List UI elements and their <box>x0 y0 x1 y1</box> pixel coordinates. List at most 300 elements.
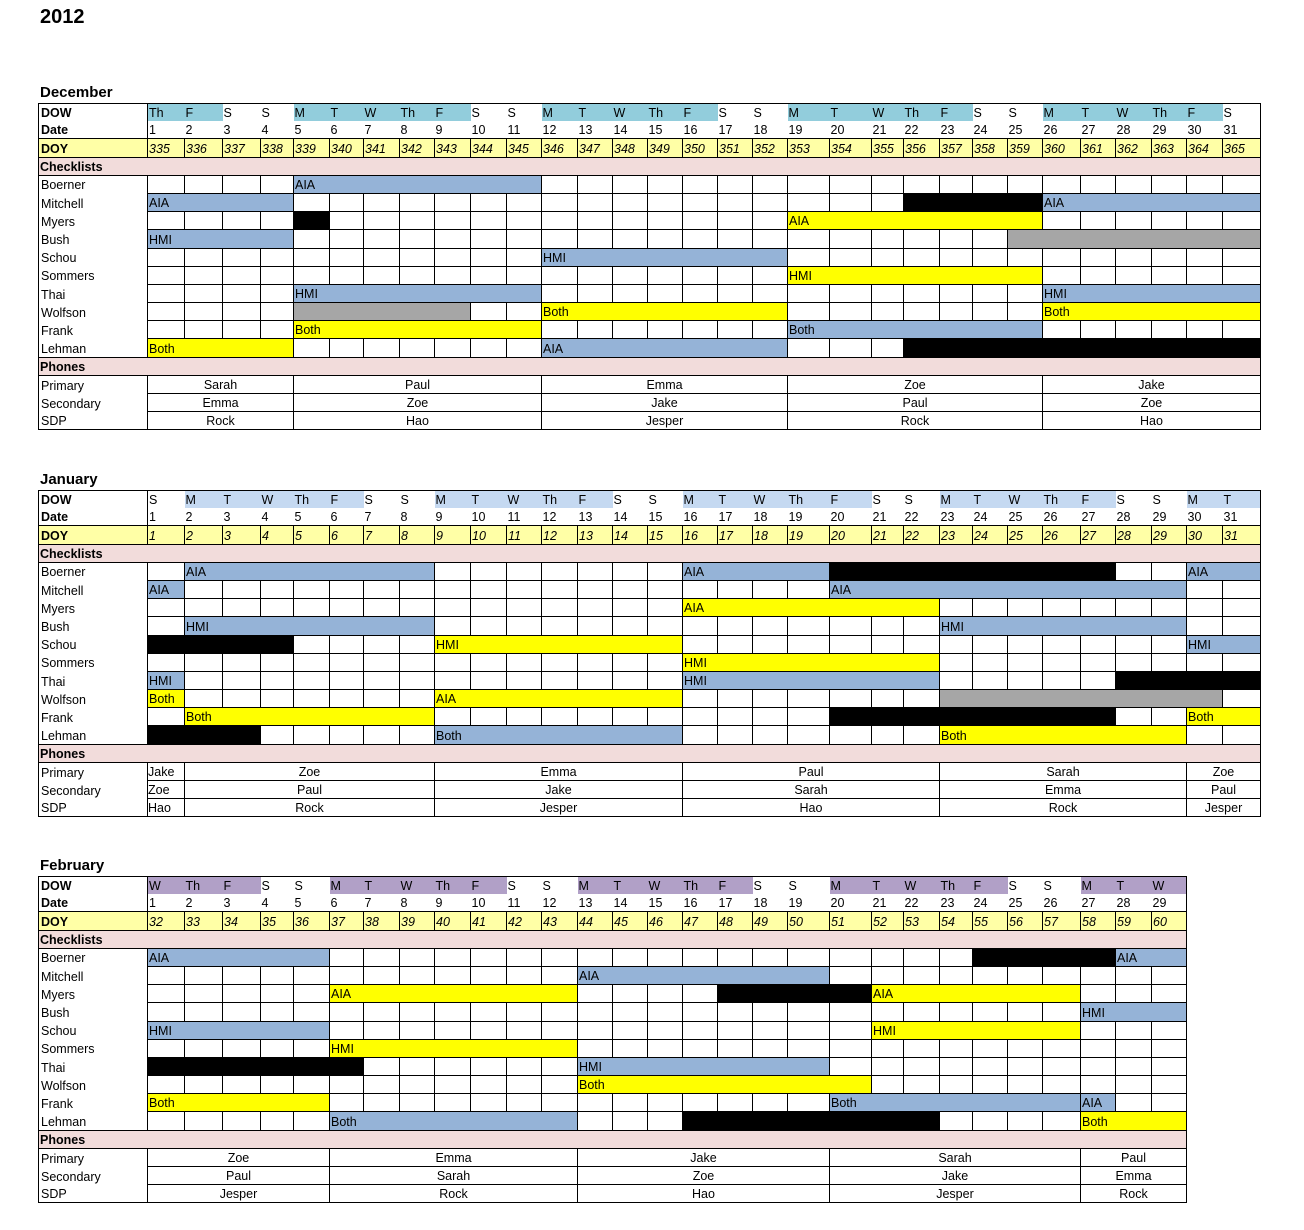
day-cell[interactable] <box>1043 671 1081 689</box>
day-cell[interactable] <box>683 985 718 1003</box>
day-cell[interactable] <box>904 248 940 266</box>
day-cell[interactable] <box>940 599 973 617</box>
day-cell[interactable] <box>223 671 261 689</box>
day-cell[interactable] <box>940 1112 973 1130</box>
day-cell[interactable] <box>904 230 940 248</box>
day-cell[interactable] <box>872 690 904 708</box>
day-cell[interactable] <box>788 580 830 598</box>
day-cell[interactable] <box>648 321 683 339</box>
day-cell[interactable] <box>1152 1057 1187 1075</box>
day-cell[interactable] <box>435 617 471 635</box>
day-cell[interactable] <box>1152 653 1187 671</box>
day-cell[interactable] <box>364 653 400 671</box>
day-cell[interactable] <box>1116 562 1152 580</box>
day-cell[interactable] <box>330 1003 364 1021</box>
day-cell[interactable] <box>400 339 435 357</box>
day-cell[interactable] <box>1081 266 1116 284</box>
day-cell[interactable] <box>578 212 613 230</box>
day-cell[interactable] <box>648 1003 683 1021</box>
day-cell[interactable] <box>223 1003 261 1021</box>
day-cell[interactable] <box>471 266 507 284</box>
day-cell[interactable] <box>683 193 718 211</box>
day-cell[interactable] <box>261 212 294 230</box>
day-cell[interactable] <box>148 321 185 339</box>
day-cell[interactable] <box>185 671 223 689</box>
day-cell[interactable] <box>330 948 364 966</box>
day-cell[interactable] <box>973 1057 1008 1075</box>
day-cell[interactable] <box>223 284 261 302</box>
day-cell[interactable] <box>471 230 507 248</box>
day-cell[interactable] <box>1116 966 1152 984</box>
day-cell[interactable] <box>400 193 435 211</box>
day-cell[interactable] <box>400 690 435 708</box>
day-cell[interactable] <box>1152 266 1187 284</box>
day-cell[interactable] <box>753 690 788 708</box>
day-cell[interactable] <box>1008 284 1043 302</box>
day-cell[interactable] <box>1043 1003 1081 1021</box>
day-cell[interactable] <box>330 726 364 744</box>
day-cell[interactable] <box>364 1057 400 1075</box>
day-cell[interactable] <box>753 284 788 302</box>
day-cell[interactable] <box>830 1039 872 1057</box>
day-cell[interactable] <box>294 580 330 598</box>
day-cell[interactable] <box>364 1076 400 1094</box>
day-cell[interactable] <box>294 690 330 708</box>
day-cell[interactable] <box>507 266 542 284</box>
day-cell[interactable] <box>1081 635 1116 653</box>
day-cell[interactable] <box>435 653 471 671</box>
day-cell[interactable] <box>294 726 330 744</box>
day-cell[interactable] <box>1081 1057 1116 1075</box>
day-cell[interactable] <box>872 175 904 193</box>
day-cell[interactable] <box>683 580 718 598</box>
day-cell[interactable] <box>872 617 904 635</box>
day-cell[interactable] <box>718 1003 753 1021</box>
day-cell[interactable] <box>148 1039 185 1057</box>
day-cell[interactable] <box>788 708 830 726</box>
day-cell[interactable] <box>718 193 753 211</box>
day-cell[interactable] <box>1116 635 1152 653</box>
day-cell[interactable] <box>613 653 648 671</box>
day-cell[interactable] <box>507 212 542 230</box>
day-cell[interactable] <box>330 1076 364 1094</box>
day-cell[interactable] <box>1081 1076 1116 1094</box>
day-cell[interactable] <box>223 175 261 193</box>
day-cell[interactable] <box>294 985 330 1003</box>
day-cell[interactable] <box>223 966 261 984</box>
day-cell[interactable] <box>1223 175 1261 193</box>
day-cell[interactable] <box>753 212 788 230</box>
day-cell[interactable] <box>294 193 330 211</box>
day-cell[interactable] <box>613 1021 648 1039</box>
day-cell[interactable] <box>578 1003 613 1021</box>
day-cell[interactable] <box>542 266 578 284</box>
day-cell[interactable] <box>507 580 542 598</box>
day-cell[interactable] <box>542 562 578 580</box>
day-cell[interactable] <box>1116 1057 1152 1075</box>
day-cell[interactable] <box>507 303 542 321</box>
day-cell[interactable] <box>330 635 364 653</box>
day-cell[interactable] <box>872 339 904 357</box>
day-cell[interactable] <box>542 948 578 966</box>
day-cell[interactable] <box>1081 599 1116 617</box>
day-cell[interactable] <box>261 266 294 284</box>
day-cell[interactable] <box>330 193 364 211</box>
day-cell[interactable] <box>1008 248 1043 266</box>
day-cell[interactable] <box>1187 212 1223 230</box>
day-cell[interactable] <box>830 966 872 984</box>
day-cell[interactable] <box>148 303 185 321</box>
day-cell[interactable] <box>185 690 223 708</box>
day-cell[interactable] <box>400 1003 435 1021</box>
day-cell[interactable] <box>872 966 904 984</box>
day-cell[interactable] <box>1081 212 1116 230</box>
day-cell[interactable] <box>648 266 683 284</box>
day-cell[interactable] <box>578 1021 613 1039</box>
day-cell[interactable] <box>294 635 330 653</box>
day-cell[interactable] <box>973 1112 1008 1130</box>
day-cell[interactable] <box>683 175 718 193</box>
day-cell[interactable] <box>185 599 223 617</box>
day-cell[interactable] <box>1081 248 1116 266</box>
day-cell[interactable] <box>1081 1039 1116 1057</box>
day-cell[interactable] <box>904 1057 940 1075</box>
day-cell[interactable] <box>1008 671 1043 689</box>
day-cell[interactable] <box>904 284 940 302</box>
day-cell[interactable] <box>578 562 613 580</box>
day-cell[interactable] <box>148 175 185 193</box>
day-cell[interactable] <box>613 1094 648 1112</box>
day-cell[interactable] <box>330 966 364 984</box>
day-cell[interactable] <box>364 599 400 617</box>
day-cell[interactable] <box>788 948 830 966</box>
day-cell[interactable] <box>648 617 683 635</box>
day-cell[interactable] <box>435 193 471 211</box>
day-cell[interactable] <box>507 1094 542 1112</box>
day-cell[interactable] <box>330 671 364 689</box>
day-cell[interactable] <box>1081 985 1116 1003</box>
day-cell[interactable] <box>973 248 1008 266</box>
day-cell[interactable] <box>435 708 471 726</box>
day-cell[interactable] <box>718 580 753 598</box>
day-cell[interactable] <box>578 599 613 617</box>
day-cell[interactable] <box>1223 248 1261 266</box>
day-cell[interactable] <box>185 212 223 230</box>
day-cell[interactable] <box>578 1039 613 1057</box>
day-cell[interactable] <box>364 726 400 744</box>
day-cell[interactable] <box>613 1112 648 1130</box>
day-cell[interactable] <box>1187 321 1223 339</box>
day-cell[interactable] <box>261 671 294 689</box>
day-cell[interactable] <box>1152 985 1187 1003</box>
day-cell[interactable] <box>1043 266 1081 284</box>
day-cell[interactable] <box>400 1021 435 1039</box>
day-cell[interactable] <box>148 599 185 617</box>
day-cell[interactable] <box>1152 562 1187 580</box>
day-cell[interactable] <box>788 635 830 653</box>
day-cell[interactable] <box>330 230 364 248</box>
day-cell[interactable] <box>400 671 435 689</box>
day-cell[interactable] <box>364 266 400 284</box>
day-cell[interactable] <box>940 303 973 321</box>
day-cell[interactable] <box>400 635 435 653</box>
day-cell[interactable] <box>683 1021 718 1039</box>
day-cell[interactable] <box>471 653 507 671</box>
day-cell[interactable] <box>542 580 578 598</box>
day-cell[interactable] <box>940 230 973 248</box>
day-cell[interactable] <box>261 1039 294 1057</box>
day-cell[interactable] <box>471 303 507 321</box>
day-cell[interactable] <box>294 339 330 357</box>
day-cell[interactable] <box>507 248 542 266</box>
day-cell[interactable] <box>294 599 330 617</box>
day-cell[interactable] <box>471 1094 507 1112</box>
day-cell[interactable] <box>148 1003 185 1021</box>
day-cell[interactable] <box>148 266 185 284</box>
day-cell[interactable] <box>718 321 753 339</box>
day-cell[interactable] <box>400 248 435 266</box>
day-cell[interactable] <box>1116 1076 1152 1094</box>
day-cell[interactable] <box>1008 1003 1043 1021</box>
day-cell[interactable] <box>400 1076 435 1094</box>
day-cell[interactable] <box>718 1039 753 1057</box>
day-cell[interactable] <box>330 599 364 617</box>
day-cell[interactable] <box>578 948 613 966</box>
day-cell[interactable] <box>788 175 830 193</box>
day-cell[interactable] <box>683 690 718 708</box>
day-cell[interactable] <box>148 1112 185 1130</box>
day-cell[interactable] <box>1187 580 1223 598</box>
day-cell[interactable] <box>578 230 613 248</box>
day-cell[interactable] <box>940 175 973 193</box>
day-cell[interactable] <box>364 1094 400 1112</box>
day-cell[interactable] <box>542 617 578 635</box>
day-cell[interactable] <box>788 303 830 321</box>
day-cell[interactable] <box>718 690 753 708</box>
day-cell[interactable] <box>223 248 261 266</box>
day-cell[interactable] <box>872 230 904 248</box>
day-cell[interactable] <box>830 1021 872 1039</box>
day-cell[interactable] <box>364 948 400 966</box>
day-cell[interactable] <box>1223 690 1261 708</box>
day-cell[interactable] <box>683 1094 718 1112</box>
day-cell[interactable] <box>1152 212 1187 230</box>
day-cell[interactable] <box>1152 1021 1187 1039</box>
day-cell[interactable] <box>648 1039 683 1057</box>
day-cell[interactable] <box>223 266 261 284</box>
day-cell[interactable] <box>1187 617 1223 635</box>
day-cell[interactable] <box>1116 1094 1152 1112</box>
day-cell[interactable] <box>294 1112 330 1130</box>
day-cell[interactable] <box>542 284 578 302</box>
day-cell[interactable] <box>578 1112 613 1130</box>
day-cell[interactable] <box>364 193 400 211</box>
day-cell[interactable] <box>400 599 435 617</box>
day-cell[interactable] <box>261 1076 294 1094</box>
day-cell[interactable] <box>830 617 872 635</box>
day-cell[interactable] <box>753 193 788 211</box>
day-cell[interactable] <box>940 1039 973 1057</box>
day-cell[interactable] <box>435 1076 471 1094</box>
day-cell[interactable] <box>185 321 223 339</box>
day-cell[interactable] <box>683 266 718 284</box>
day-cell[interactable] <box>578 653 613 671</box>
day-cell[interactable] <box>1043 653 1081 671</box>
day-cell[interactable] <box>1152 1039 1187 1057</box>
day-cell[interactable] <box>471 671 507 689</box>
day-cell[interactable] <box>613 1003 648 1021</box>
day-cell[interactable] <box>1081 175 1116 193</box>
day-cell[interactable] <box>542 212 578 230</box>
day-cell[interactable] <box>400 212 435 230</box>
day-cell[interactable] <box>1152 248 1187 266</box>
day-cell[interactable] <box>185 1076 223 1094</box>
day-cell[interactable] <box>1043 635 1081 653</box>
day-cell[interactable] <box>1187 726 1223 744</box>
day-cell[interactable] <box>1081 671 1116 689</box>
day-cell[interactable] <box>578 193 613 211</box>
day-cell[interactable] <box>1008 966 1043 984</box>
day-cell[interactable] <box>718 230 753 248</box>
day-cell[interactable] <box>718 1094 753 1112</box>
day-cell[interactable] <box>940 248 973 266</box>
day-cell[interactable] <box>435 671 471 689</box>
day-cell[interactable] <box>148 653 185 671</box>
day-cell[interactable] <box>294 1076 330 1094</box>
day-cell[interactable] <box>507 653 542 671</box>
day-cell[interactable] <box>1223 580 1261 598</box>
day-cell[interactable] <box>973 599 1008 617</box>
day-cell[interactable] <box>1008 175 1043 193</box>
day-cell[interactable] <box>507 966 542 984</box>
day-cell[interactable] <box>435 248 471 266</box>
day-cell[interactable] <box>683 635 718 653</box>
day-cell[interactable] <box>648 948 683 966</box>
day-cell[interactable] <box>648 671 683 689</box>
day-cell[interactable] <box>1187 599 1223 617</box>
day-cell[interactable] <box>753 175 788 193</box>
day-cell[interactable] <box>830 690 872 708</box>
day-cell[interactable] <box>542 1076 578 1094</box>
day-cell[interactable] <box>261 599 294 617</box>
day-cell[interactable] <box>1152 321 1187 339</box>
day-cell[interactable] <box>471 1021 507 1039</box>
day-cell[interactable] <box>330 248 364 266</box>
day-cell[interactable] <box>400 230 435 248</box>
day-cell[interactable] <box>753 948 788 966</box>
day-cell[interactable] <box>261 175 294 193</box>
day-cell[interactable] <box>1223 266 1261 284</box>
day-cell[interactable] <box>648 708 683 726</box>
day-cell[interactable] <box>648 599 683 617</box>
day-cell[interactable] <box>400 966 435 984</box>
day-cell[interactable] <box>718 284 753 302</box>
day-cell[interactable] <box>148 617 185 635</box>
day-cell[interactable] <box>683 617 718 635</box>
day-cell[interactable] <box>507 948 542 966</box>
day-cell[interactable] <box>648 1112 683 1130</box>
day-cell[interactable] <box>613 671 648 689</box>
day-cell[interactable] <box>940 671 973 689</box>
day-cell[interactable] <box>185 248 223 266</box>
day-cell[interactable] <box>872 284 904 302</box>
day-cell[interactable] <box>435 948 471 966</box>
day-cell[interactable] <box>973 303 1008 321</box>
day-cell[interactable] <box>683 1039 718 1057</box>
day-cell[interactable] <box>788 1003 830 1021</box>
day-cell[interactable] <box>435 580 471 598</box>
day-cell[interactable] <box>1081 966 1116 984</box>
day-cell[interactable] <box>185 266 223 284</box>
day-cell[interactable] <box>364 248 400 266</box>
day-cell[interactable] <box>1043 321 1081 339</box>
day-cell[interactable] <box>830 635 872 653</box>
day-cell[interactable] <box>435 1057 471 1075</box>
day-cell[interactable] <box>788 617 830 635</box>
day-cell[interactable] <box>973 284 1008 302</box>
day-cell[interactable] <box>261 248 294 266</box>
day-cell[interactable] <box>364 635 400 653</box>
day-cell[interactable] <box>261 1003 294 1021</box>
day-cell[interactable] <box>435 1021 471 1039</box>
day-cell[interactable] <box>1008 1039 1043 1057</box>
day-cell[interactable] <box>613 599 648 617</box>
day-cell[interactable] <box>542 671 578 689</box>
day-cell[interactable] <box>648 653 683 671</box>
day-cell[interactable] <box>435 562 471 580</box>
day-cell[interactable] <box>578 175 613 193</box>
day-cell[interactable] <box>1223 726 1261 744</box>
day-cell[interactable] <box>330 266 364 284</box>
day-cell[interactable] <box>830 175 872 193</box>
day-cell[interactable] <box>578 617 613 635</box>
day-cell[interactable] <box>435 599 471 617</box>
day-cell[interactable] <box>753 580 788 598</box>
day-cell[interactable] <box>718 212 753 230</box>
day-cell[interactable] <box>435 230 471 248</box>
day-cell[interactable] <box>542 1057 578 1075</box>
day-cell[interactable] <box>223 303 261 321</box>
day-cell[interactable] <box>542 708 578 726</box>
day-cell[interactable] <box>364 580 400 598</box>
day-cell[interactable] <box>364 339 400 357</box>
day-cell[interactable] <box>435 212 471 230</box>
day-cell[interactable] <box>1187 266 1223 284</box>
day-cell[interactable] <box>542 175 578 193</box>
day-cell[interactable] <box>364 690 400 708</box>
day-cell[interactable] <box>1008 1112 1043 1130</box>
day-cell[interactable] <box>542 599 578 617</box>
day-cell[interactable] <box>973 671 1008 689</box>
day-cell[interactable] <box>364 966 400 984</box>
day-cell[interactable] <box>542 193 578 211</box>
day-cell[interactable] <box>1187 175 1223 193</box>
day-cell[interactable] <box>973 1039 1008 1057</box>
day-cell[interactable] <box>578 985 613 1003</box>
day-cell[interactable] <box>788 248 830 266</box>
day-cell[interactable] <box>904 948 940 966</box>
day-cell[interactable] <box>223 985 261 1003</box>
day-cell[interactable] <box>507 339 542 357</box>
day-cell[interactable] <box>148 708 185 726</box>
day-cell[interactable] <box>507 230 542 248</box>
day-cell[interactable] <box>613 985 648 1003</box>
day-cell[interactable] <box>648 1021 683 1039</box>
day-cell[interactable] <box>1223 599 1261 617</box>
day-cell[interactable] <box>364 230 400 248</box>
day-cell[interactable] <box>261 690 294 708</box>
day-cell[interactable] <box>1152 175 1187 193</box>
